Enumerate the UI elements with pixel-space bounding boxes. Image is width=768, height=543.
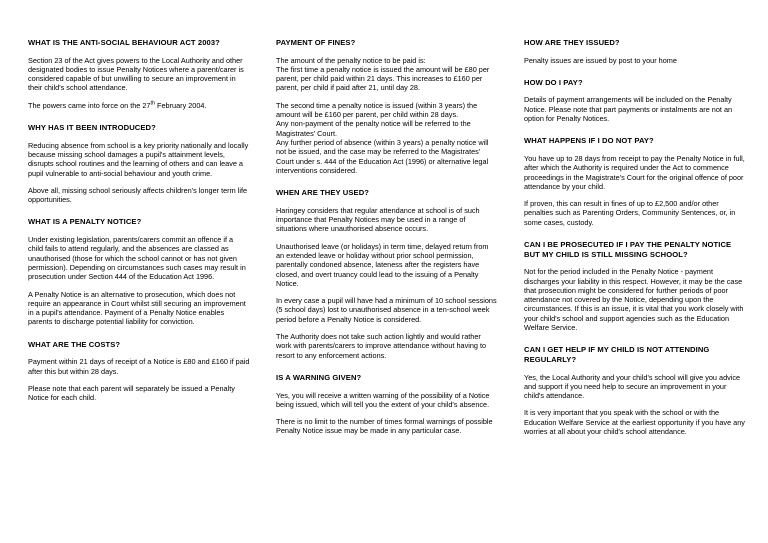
paragraph-fines-and-penalties: If proven, this can result in fines of up to £2,500 and/or other penalties such as Parenting Orders, Community Sentences, or, in some cases, custody. <box>524 199 736 227</box>
paragraph-period-included: Not for the period included in the Penalty Notice - payment discharges your liability in this respect. However, it may be the case that prosecution might be considered for further periods of poor attendance not covered by the Notice, depending upon the circumstances. If this is an issue, it is vital that you work closely with your child's school and support agencies such as the Education Welfare Service. <box>524 267 744 333</box>
paragraph-issued-by-post: Penalty issues are issued by post to your home <box>524 55 677 65</box>
section-heading-what-are-the-costs: WHAT ARE THE COSTS? <box>28 339 121 349</box>
paragraph-advice-and-support: Yes, the Local Authority and your child's school will give you advice and support if you need help to secure an improvement in your child's attendance. <box>524 372 741 401</box>
paragraph-speak-with-school: It is very important that you speak with the school or with the Education Welfare Service at the earliest opportunity if you have any worries at all about your child's school attendance. <box>524 408 745 436</box>
section-heading-how-are-they-issued: HOW ARE THEY ISSUED? <box>524 38 620 47</box>
paragraph-life-opportunities: Above all, missing school seriously affects children's longer term life opportunities. <box>28 185 248 205</box>
paragraph-section-23: Section 23 of the Act gives powers to the Local Authority and other designated bodies to issue Penalty Notices where a parent/carer is considered capable of but unwilling to secure an improvement in their child's school attendance. <box>28 55 244 93</box>
section-heading-what-is-penalty-notice: WHAT IS A PENALTY NOTICE? <box>28 217 142 227</box>
section-heading-payment-of-fines: PAYMENT OF FINES? <box>276 38 356 47</box>
paragraph-notice-per-child: Please note that each parent will separately be issued a Penalty Notice for each child. <box>28 383 235 403</box>
column-1 <box>28 38 250 411</box>
section-heading-can-i-be-prosecuted: CAN I BE PROSECUTED IF I PAY THE PENALTY NOTICE BUT MY CHILD IS STILL MISSING SCHOOL? <box>524 240 732 259</box>
section-heading-when-are-they-used: WHEN ARE THEY USED? <box>276 188 370 198</box>
powers-post-text: February 2004. <box>155 100 207 110</box>
section-heading-is-a-warning-given: IS A WARNING GIVEN? <box>276 372 362 382</box>
section-heading-how-do-i-pay: HOW DO I PAY? <box>524 77 583 87</box>
paragraph-written-warning: Yes, you will receive a written warning of the possibility of a Notice being issued, which will tell you the extent of your child's absence. <box>276 390 490 409</box>
column-3 <box>524 38 746 444</box>
paragraph-alternative-to-prosecution: A Penalty Notice is an alternative to prosecution, which does not require an appearance in Court whilst still securing an improvement in a pupil's attendance. Payment of a Penalty Notice enables parents to discharge potential liability for conviction. <box>28 289 246 327</box>
powers-pre-text: The powers came into force on the 27 <box>28 100 151 110</box>
paragraph-existing-legislation: Under existing legislation, parents/carers commit an offence if a child fails to attend regularly, and the absences are classed as unauthorised (those for which the school cannot or has not given permission). Depending on circumstances such cases may result in prosecution under Section 444 of the Education Act 1996. <box>28 235 246 282</box>
paragraph-haringey-considers: Haringey considers that regular attendance at school is of such importance that Penalty Notices may be used in a range of situations where unauthorised absence occurs. <box>276 205 480 234</box>
paragraph-payment-arrangements: Details of payment arrangements will be included on the Penalty Notice. Please note that part payments or instalments are not an option for Penalty Notices. <box>524 95 733 124</box>
ordinal-suffix: th <box>150 100 155 107</box>
paragraph-powers-in-force <box>28 101 250 110</box>
paragraph-authority-not-lightly: The Authority does not take such action lightly and would rather work with parents/carers to improve attendance without having to resort to any enforcement actions. <box>276 332 487 360</box>
paragraph-second-time-notice: The second time a penalty notice is issued (within 3 years) the amount will be £160 per parent, per child within 28 days. <box>276 100 478 120</box>
paragraph-non-payment-referral: Any non-payment of the penalty notice will be referred to the Magistrates' Court. <box>276 119 471 138</box>
section-heading-can-i-get-help: CAN I GET HELP IF MY CHILD IS NOT ATTENDING REGULARLY? <box>524 345 710 364</box>
paragraph-reducing-absence: Reducing absence from school is a key priority nationally and locally because missing school damages a pupil's attainment levels, disrupts school routines and the learning of others and can leave a pupil vulnerable to anti-social behaviour and youth crime. <box>28 140 249 178</box>
section-heading-anti-social-behaviour-act: WHAT IS THE ANTI-SOCIAL BEHAVIOUR ACT 2003? <box>28 38 220 47</box>
paragraph-amount-to-be-paid: The amount of the penalty notice to be paid is: <box>276 55 426 65</box>
paragraph-28-days-to-pay: You have up to 28 days from receipt to pay the Penalty Notice in full, after which the Authority is required under the Act to commence proceedings in the Magistrate's Court for the original offence of poor attendance by your child. <box>524 153 745 191</box>
paragraph-payment-within-21-days: Payment within 21 days of receipt of a Notice is £80 and £160 if paid after this but within 28 days. <box>28 357 250 376</box>
paragraph-further-absence: Any further period of absence (within 3 years) a penalty notice will not be issued, and the case may be referred to the Magistrates' Court under s. 444 of the Education Act (1996) or alternative legal interventions considered. <box>276 137 489 175</box>
paragraph-first-time-notice: The first time a penalty notice is issued the amount will be £80 per parent, per child paid within 21 days. This increases to £160 per parent, per child if paid after 21, until day 28. <box>276 64 490 93</box>
paragraph-unauthorised-leave: Unauthorised leave (or holidays) in term time, delayed return from an extended leave or holiday without prior school permission, parentally condoned absence, lateness after the registers have closed, and overt truancy could lead to the issuing of a Penalty Notice. <box>276 241 489 288</box>
paragraph-no-limit-warnings: There is no limit to the number of times formal warnings of possible Penalty Notice issue may be made in any particular case. <box>276 417 493 436</box>
section-heading-why-introduced: WHY HAS IT BEEN INTRODUCED? <box>28 123 156 133</box>
paragraph-ten-sessions: In every case a pupil will have had a minimum of 10 school sessions (5 school days) lost to unauthorised absence in a ten-school week period before a Penalty Notice is considered. <box>276 296 497 324</box>
column-layout <box>28 38 745 533</box>
column-2 <box>276 38 498 444</box>
section-heading-what-if-i-do-not-pay: WHAT HAPPENS IF I DO NOT PAY? <box>524 136 654 146</box>
